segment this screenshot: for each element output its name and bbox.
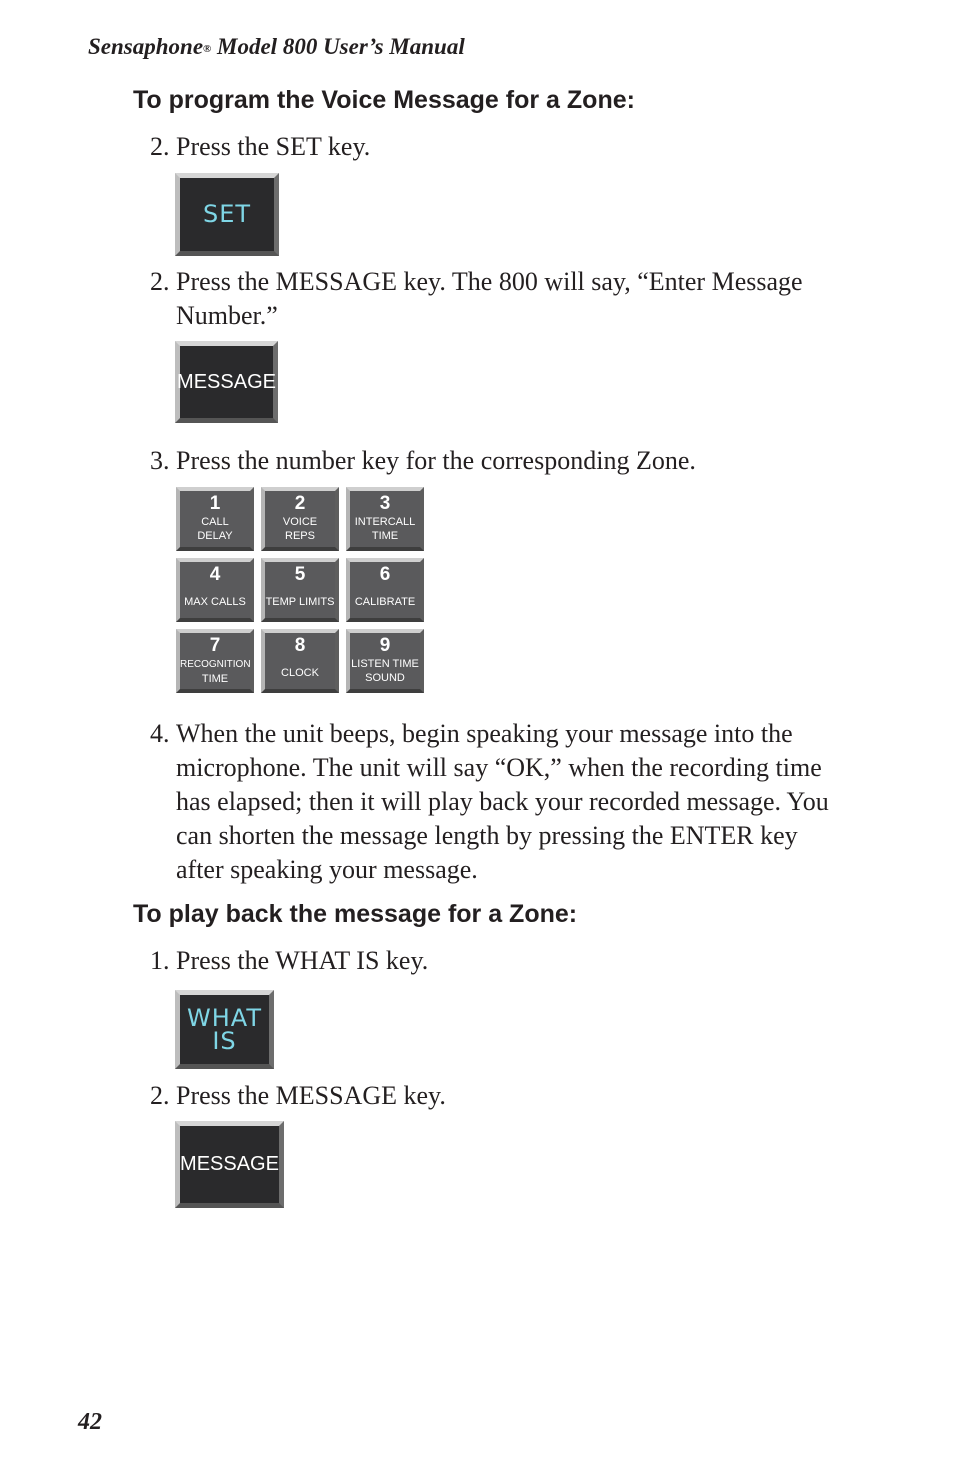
step-number: 4. [150,719,170,748]
step-press-what-is [150,944,830,978]
message-key-label: MESSAGE [180,1153,279,1175]
key-label: VOICE REPS [282,516,318,542]
key-label: RECOGNITION TIME [180,659,251,685]
keypad-key-6 [346,558,424,622]
message-key-label: MESSAGE [177,370,276,393]
keypad-key-7 [176,629,254,693]
step-text: Press the SET key. [176,132,371,161]
key-label: LISTEN TIME SOUND [351,658,419,684]
what-is-key [175,990,274,1069]
key-digit: 4 [209,564,221,585]
what-is-key-line1: WHAT [187,1003,262,1032]
registered-mark: ® [203,43,212,55]
key-label: CLOCK [281,667,319,679]
keypad-key-2 [261,487,339,551]
step-press-set [150,130,830,164]
step-number: 2. [150,267,170,296]
key-label: TEMP LIMITS [265,596,335,608]
page-number: 42 [78,1409,102,1435]
step-text: Press the MESSAGE key. [176,1081,446,1110]
what-is-key-line2: IS [212,1026,237,1055]
key-label: MAX CALLS [184,596,246,608]
keypad-key-8 [261,629,339,693]
set-key [175,173,279,256]
keypad-key-1 [176,487,254,551]
step-number: 2. [150,132,170,161]
key-digit: 8 [294,635,306,656]
step-text: When the unit beeps, begin speaking your message into the microphone. The unit will say “OK,” when the recording time has elapsed; then it will play back your recorded message. You can shorten the message length by pressing the ENTER key after speaking your message. [176,719,829,884]
step-number: 2. [150,1081,170,1110]
key-digit: 2 [294,493,306,514]
key-digit: 9 [379,635,391,656]
message-key [175,341,278,423]
step-text: Press the number key for the corresponding Zone. [176,446,696,475]
step-number: 3. [150,446,170,475]
step-text: Press the WHAT IS key. [176,946,429,975]
key-digit: 7 [209,635,221,656]
running-head-brand: Sensaphone [88,34,204,59]
step-press-number [150,444,830,478]
running-head-title: Model 800 User’s Manual [211,34,465,59]
key-digit: 6 [379,564,391,585]
key-digit: 5 [294,564,306,585]
set-key-label: SET [202,200,252,228]
step-text: Press the MESSAGE key. The 800 will say, “Enter Message Number.” [176,267,803,330]
message-key-2 [175,1121,284,1208]
section-heading-program: To program the Voice Message for a Zone: [133,86,635,114]
step-speak-message [150,717,830,887]
step-number: 1. [150,946,170,975]
step-press-message-2 [150,1079,830,1113]
number-keypad [176,487,426,693]
section-heading-playback: To play back the message for a Zone: [133,900,578,928]
key-digit: 3 [379,493,391,514]
keypad-key-9 [346,629,424,693]
keypad-key-3 [346,487,424,551]
key-label: CALL DELAY [197,516,233,542]
keypad-key-4 [176,558,254,622]
keypad-key-5 [261,558,339,622]
key-label: CALIBRATE [354,596,416,608]
key-label: INTERCALL TIME [354,516,416,542]
running-head [88,34,465,60]
step-press-message [150,265,830,333]
key-digit: 1 [209,493,221,514]
